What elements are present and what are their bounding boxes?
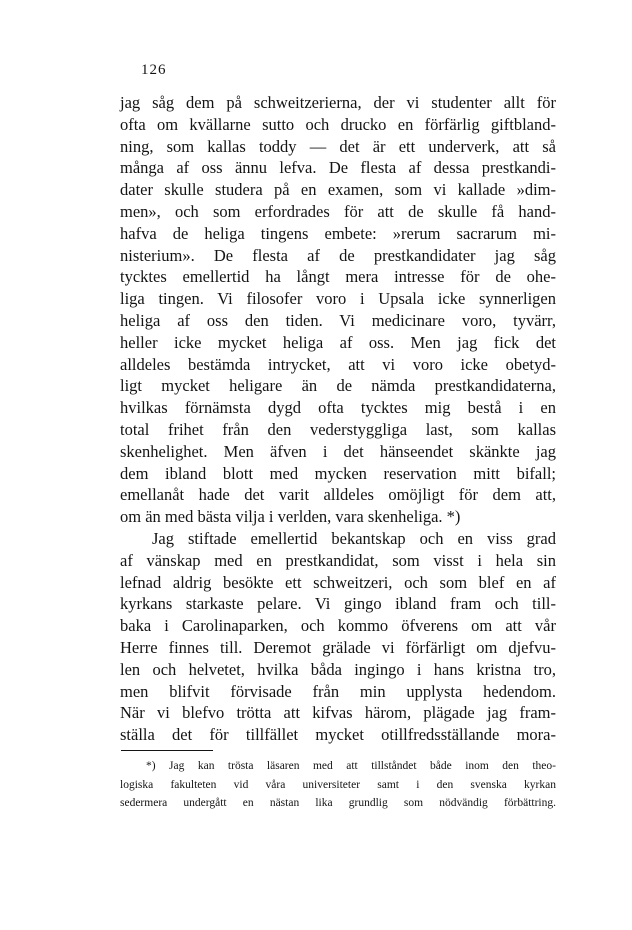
footnote [120,757,556,813]
text-line: heller icke mycket heliga af oss. Men jag fick det [120,332,556,352]
text-line: men», och som erfordrades för att de skulle få hand- [120,201,556,221]
text-line: len och helvetet, hvilka båda ingingo i hans kristna tro, [120,659,556,679]
text-line: total frihet från den vederstyggliga last, som kallas [120,419,556,439]
text-line: Herre finnes till. Deremot grälade vi förfärligt om djefvu- [120,637,556,657]
text-line: ligt mycket heligare än de nämda prestkandidaterna, [120,376,556,396]
text-line: emellanåt hade det varit alldeles omöjligt för dem att, [120,485,556,505]
text-line: alldeles bestämda intrycket, att vi voro icke obetyd- [120,354,556,374]
text-line: dem ibland blott med mycken reservation mitt bifall; [120,463,556,483]
text-line: ning, som kallas toddy — det är ett underverk, att så [120,136,556,156]
text-line: hafva de heliga tingens embete: »rerum sacrarum mi- [120,223,556,243]
text-line: ställa det för tillfället mycket otillfredsställande mora- [120,725,556,745]
text-line: lefnad aldrig besökte ett schweitzeri, och som blef en af [120,572,556,592]
text-line: baka i Carolinaparken, och kommo öfverens om att vår [120,616,556,636]
footnote-line: sedermera undergått en nästan lika grundlig som nödvändig förbättring. [120,797,556,809]
text-line: ofta om kvällarne sutto och drucko en förfärlig giftbland- [120,114,556,134]
text-line: dater skulle studera på en examen, som vi kallade »dim- [120,180,556,200]
text-line: men blifvit förvisade från min upplysta hedendom. [120,681,556,701]
text-line: af vänskap med en prestkandidat, som visst i hela sin [120,550,556,570]
text-line: liga tingen. Vi filosofer voro i Upsala icke synnerligen [120,289,556,309]
text-line: heliga af oss den tiden. Vi medicinare voro, tyvärr, [120,310,556,330]
text-line: skenhelighet. Men äfven i det hänseendet skänkte jag [120,441,556,461]
text-line: När vi blefvo trötta att kifvas härom, plägade jag fram- [120,703,556,723]
footnote-line: *) Jag kan trösta läsaren med att tillståndet både inom den theo- [146,760,556,772]
text-line: tycktes emellertid ha långt mera intresse för de ohe- [120,267,556,287]
text-line: om än med bästa vilja i verlden, vara skenheliga. *) [120,507,461,527]
footnote-line: logiska fakulteten vid våra universiteter samt i den svenska kyrkan [120,778,556,791]
footnote-rule [121,750,213,751]
text-line: nisterium». De flesta af de prestkandidater jag såg [120,245,556,265]
text-line: jag såg dem på schweitzerierna, der vi studenter allt för [120,93,556,112]
text-line: hvilkas förnämsta dygd ofta tycktes mig bestå i en [120,398,556,418]
text-line: kyrkans starkaste pelare. Vi gingo ibland fram och till- [120,594,556,614]
body-text [120,92,556,746]
page-number: 126 [141,62,167,78]
paragraph-start-line: Jag stiftade emellertid bekantskap och en viss grad [152,528,556,548]
text-line: många af oss ännu lefva. De flesta af dessa prestkandi- [120,158,556,178]
